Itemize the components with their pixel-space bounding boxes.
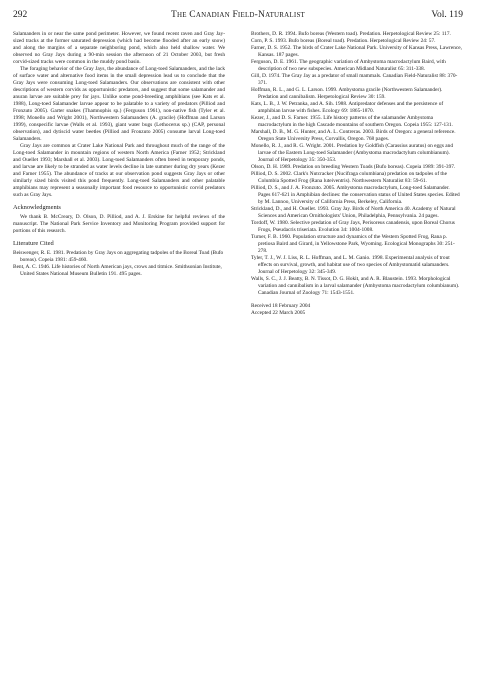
reference-entry: Walls, S. C., J. J. Beatty, B. N. Tissot, D. G. Hokit, and A. R. Blaustein. 1993. Morphological variation and cannibalism in a larval salamander (Ambystoma macrodactylum columbianum). Canadian Journal of Zoology 71: 1543-1551. <box>251 276 460 296</box>
right-column <box>251 31 463 666</box>
reference-entry: Turner, F. B. 1960. Population structure and dynamics of the Western Spotted Frog, Rana p. pretiosa Baird and Girard, in Yellowstone Park, Wyoming. Ecological Monographs 30: 251-278. <box>251 234 455 254</box>
reference-entry: Marshall, D. B., M. G. Hunter, and A. L. Contreras. 2003. Birds of Oregon: a general reference. Oregon State University Press, Corvallis, Oregon. 768 pages. <box>251 129 456 142</box>
manuscript-dates <box>251 303 463 317</box>
reference-entry: Kezer, J., and D. S. Farner. 1955. Life history patterns of the salamander Ambystoma macrodactylum in the high Cascade mountains of southern Oregon. Copeia 1955: 127-131. <box>251 115 453 128</box>
reference-entry: Strickland, D., and H. Ouellet. 1993. Gray Jay. Birds of North America 40. Academy of Natural Sciences and American Ornithologists' Union, Philadelphia, Pennsylvania. 24 pages. <box>251 206 456 219</box>
acknowledgments-text: We thank B. McCreary, D. Olson, D. Pilliod, and A. J. Erskine for helpful reviews of the manuscript. The National Park Service Inventory and Monitoring Program provided support for portions of this research. <box>13 214 225 234</box>
reference-entry: Corn, P. S. 1993. Bufo boreas (Boreal toad). Predation. Herpetological Review 24: 57. <box>251 38 436 44</box>
reference-entry: Farner, D. S. 1952. The birds of Crater Lake National Park. University of Kansas Press, Lawrence, Kansas. 187 pages. <box>251 45 463 58</box>
page-number: 292 <box>13 10 28 20</box>
reference-entry: Tordoff, W. 1980. Selective predation of Gray Jays, Perisoreus canadensis, upon Boreal Chorus Frogs, Pseudacris triseriata. Evolution 34: 1004-1008. <box>251 220 455 233</box>
reference-entry: Beiswenger, R. E. 1981. Predation by Gray Jays on aggregating tadpoles of the Boreal Toad (Bufo boreas). Copeia 1981: 459-460. <box>13 250 224 263</box>
reference-entry: Olson, D. H. 1989. Predation on breeding Western Toads (Bufo boreas). Copeia 1989: 391-397. <box>251 164 456 170</box>
received-date: Received 18 February 2004 <box>251 303 311 309</box>
body-paragraph: Salamanders in or near the same pond perimeter. However, we found recent raven and Gray Jay-sized tracks at the former saturated depression (which had become flooded after an early snow) and along the margins of a separate neighboring pond, which also held shallow water. We observed no Gray Jays during a 90-min session the afternoon of 21 October 2003, but fresh corvid-sized tracks were common in the muddy pond basin. <box>13 31 225 65</box>
reference-entry: Pilliod, D. S., and J. A. Fronzuto. 2005. Ambystoma macrodactylum, Long-toed Salamander. Pages 617-621 in Amphibian declines: the conservation status of United States species. Edited by M. Lannoo, University of California Press, Berkeley, California. <box>251 185 460 205</box>
reference-entry: Kats, L. B., J. W. Petranka, and A. Sih. 1988. Antipredator defenses and the persistence of amphibian larvae with fishes. Ecology 69: 1865-1870. <box>251 101 444 114</box>
accepted-date: Accepted 22 March 2005 <box>251 310 306 316</box>
left-column <box>13 31 225 666</box>
reference-entry: Pilliod, D. S. 2002. Clark's Nutcracker (Nucifraga columbiana) predation on tadpoles of the Columbia Spotted Frog (Rana luteiventris). Northwestern Naturalist 83: 59-61. <box>251 171 447 184</box>
reference-entry: Bent, A. C. 1946. Life histories of North American jays, crows and titmice. Smithsonian Institute, United States National Museum Bulletin 191. 495 pages. <box>13 264 222 277</box>
reference-entry: Ferguson, D. E. 1961. The geographic variation of Ambystoma macrodactylum Baird, with description of two new subspecies. American Midland Naturalist 65: 311-338. <box>251 59 446 72</box>
body-paragraph: The foraging behavior of the Gray Jays, the abundance of Long-toed Salamanders, and the lack of surface water and alternative food items in the small depression lead us to conclude that the Gray Jays were consuming Long-toed Salamanders. Our observations are consistent with other descriptions of western corvids as opportunistic predators, and suggest that some salamander and anuran larvae are suitable prey for jays. Unlike some pond-breeding amphibians (see Kats et al. 1988), Long-toed Salamander larvae appear to be palatable to a variety of predators (Pilliod and Fronzuto 2005). Garter snakes (Thamnophis sp.) (Ferguson 1961), non-native fish (Tyler et al. 1998; Monello and Wright 2001), Northwestern Salamanders (A. gracile) (Hoffman and Larson 1999), conspecific larvae (Walls et al. 1993), giant water bugs (Lethocerus sp.) (CAP, personal observation), and dytiscid water beetles (Pilliod and Fronzuto 2005) consume larval Long-toed Salamanders. <box>13 66 225 142</box>
journal-title: The Canadian Field-Naturalist <box>170 10 306 20</box>
acknowledgments-heading: Acknowledgments <box>13 204 61 211</box>
reference-entry: Gill, D. 1974. The Gray Jay as a predator of small mammals. Canadian Field-Naturalist 88: 370-371. <box>251 73 458 86</box>
reference-entry: Monello, R. J., and R. G. Wright. 2001. Predation by Goldfish (Carassius auratus) on eggs and larvae of the Eastern Long-toed Salamander (Ambystoma macrodactylum columbianum). Journal of Herpetology 35: 350-353. <box>251 143 453 163</box>
volume-label: Vol. 119 <box>431 10 463 20</box>
literature-cited-heading: Literature Cited <box>13 240 54 247</box>
body-paragraph: Gray Jays are common at Crater Lake National Park and throughout much of the range of the Long-toed Salamander in mountain regions of western North America (Farner 1952; Strickland and Ouellet 1993; Marshall et al. 2003). Long-toed Salamanders often breed in temporary ponds, and larvae are likely to be stranded as water levels decline in late summer during dry years (Kezer and Farner 1955). The abundance of tracks at our observation pond suggests Gray Jays or other similarly sized birds visited this pond frequently. Long-toed Salamanders and other palatable amphibians may represent a seasonally important food resource to opportunistic corvid predators such as Gray Jays. <box>13 143 225 198</box>
reference-entry: Tyler, T. J., W. J. Liss, R. L. Hoffman, and L. M. Ganio. 1998. Experimental analysis of trout effects on survival, growth, and habitat use of two species of Ambystomatid salamanders. Journal of Herpetology 32: 345-349. <box>251 255 450 275</box>
reference-entry: Hoffman, R. L., and G. L. Larson. 1999. Ambystoma gracile (Northwestern Salamander). Predation and cannibalism. Herpetological Review 30: 159. <box>251 87 443 100</box>
reference-entry: Brothers, D. R. 1994. Bufo boreas (Western toad). Predation. Herpetological Review 25: 117. <box>251 31 451 37</box>
running-header <box>13 8 463 22</box>
